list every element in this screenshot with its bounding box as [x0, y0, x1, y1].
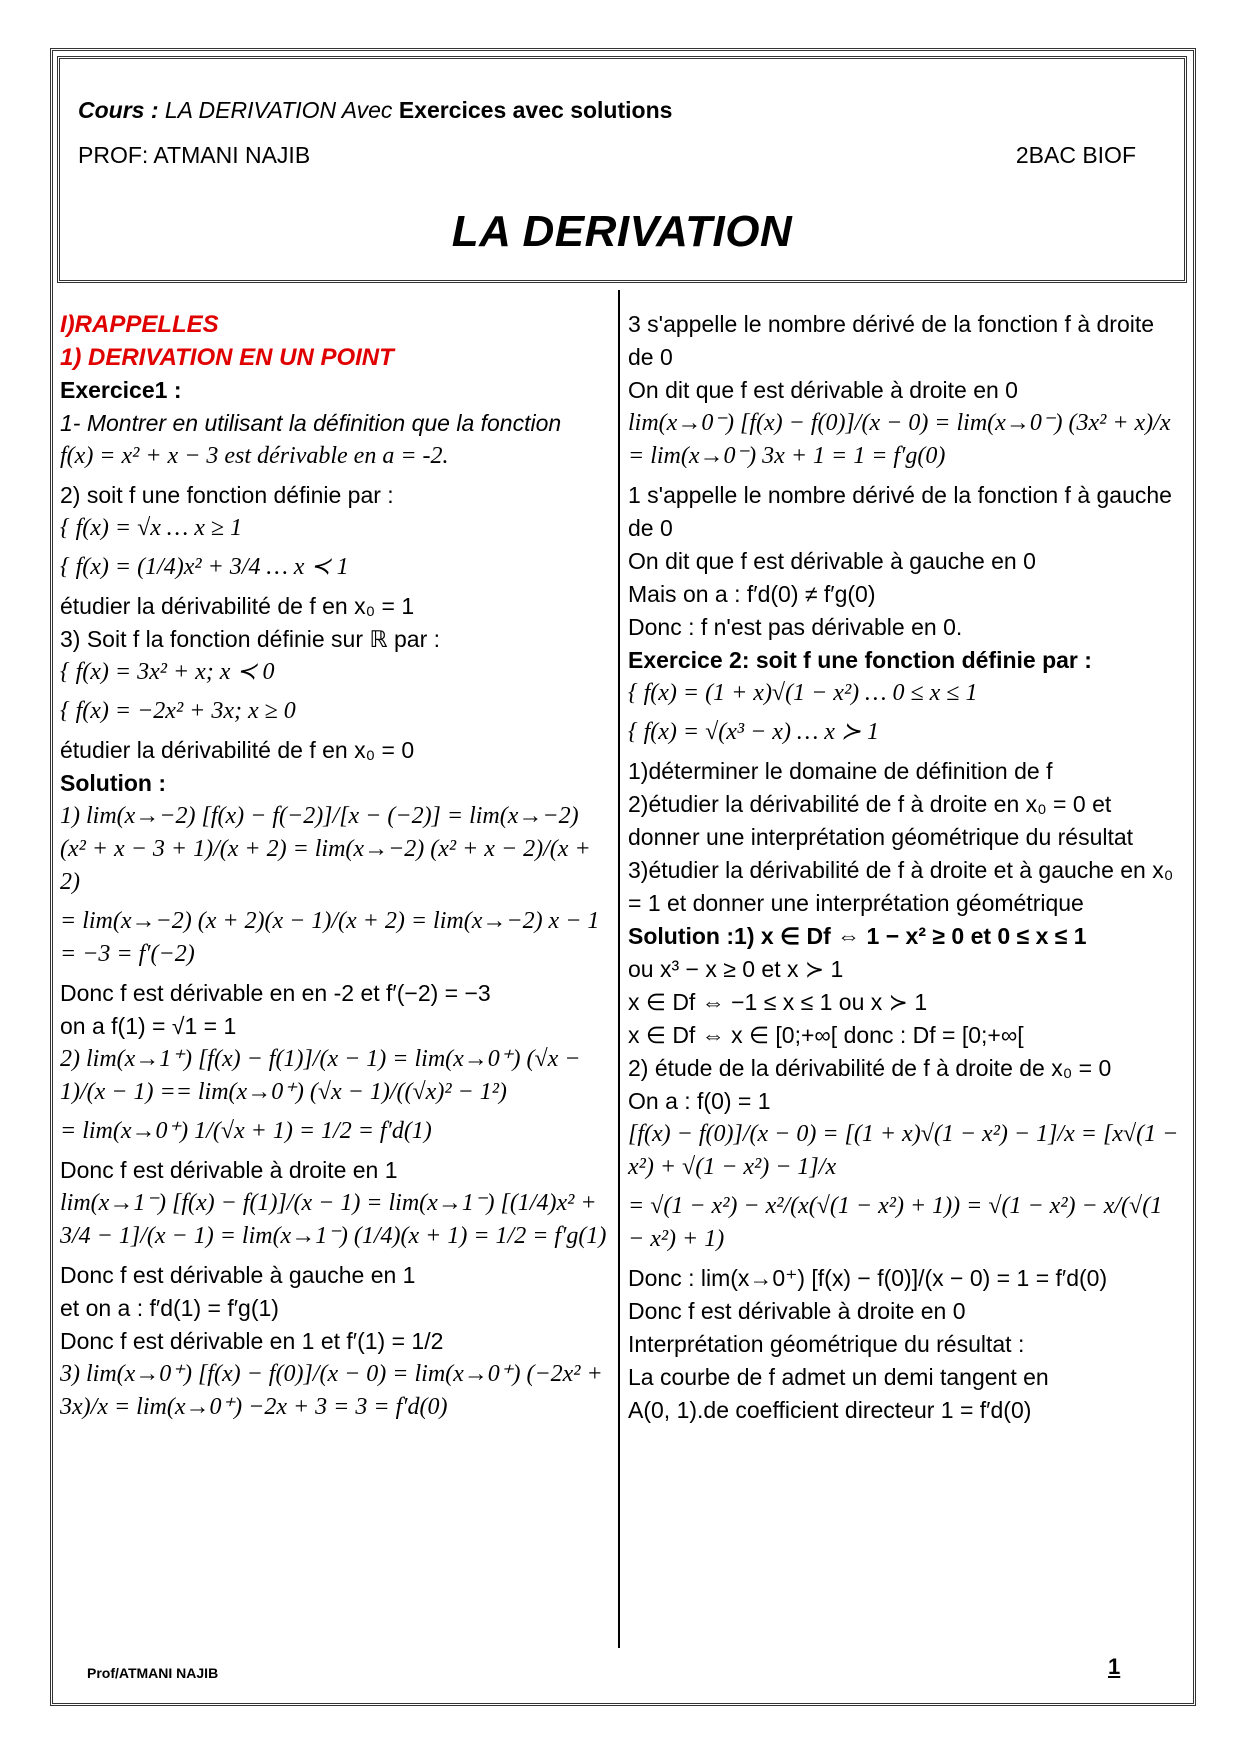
left-line: f(x) = x² + x − 3 est dérivable en a = -2.: [60, 443, 449, 469]
right-line: Donc : f n'est pas dérivable en 0.: [628, 614, 963, 640]
left-line: et on a : f′d(1) = f′g(1): [60, 1295, 279, 1321]
column-divider: [618, 290, 620, 1648]
left-line: { f(x) = −2x² + 3x; x ≥ 0: [60, 698, 296, 724]
left-line: 3) lim(x→0⁺) [f(x) − f(0)]/(x − 0) = lim(x→0⁺) (−2x² + 3x)/x = lim(x→0⁺) −2x + 3 = 3 = f′d(0): [60, 1361, 603, 1420]
left-line: lim(x→1⁻) [f(x) − f(1)]/(x − 1) = lim(x→1⁻) [(1/4)x² + 3/4 − 1]/(x − 1) = lim(x→1⁻) (1/4)(x + 1) = 1/2 = f′g(1): [60, 1190, 607, 1249]
right-line: A(0, 1).de coefficient directeur 1 = f′d(0): [628, 1397, 1032, 1423]
left-line: on a f(1) = √1 = 1: [60, 1013, 237, 1039]
right-line: 1)déterminer le domaine de définition de f: [628, 758, 1053, 784]
right-line: { f(x) = √(x³ − x) … x ≻ 1: [628, 719, 880, 745]
left-line: 1) lim(x→−2) [f(x) − f(−2)]/[x − (−2)] = lim(x→−2) (x² + x − 3 + 1)/(x + 2) = lim(x→−2) (x² + x − 2)/(x + 2): [60, 803, 591, 895]
right-line: lim(x→0⁻) [f(x) − f(0)]/(x − 0) = lim(x→0⁻) (3x² + x)/x = lim(x→0⁻) 3x + 1 = 1 = f′g(0): [628, 410, 1171, 469]
left-line: Donc f est dérivable à droite en 1: [60, 1157, 398, 1183]
left-column: [60, 308, 610, 1430]
right-line: Interprétation géométrique du résultat :: [628, 1331, 1025, 1357]
footer-author: Prof/ATMANI NAJIB: [87, 1665, 219, 1681]
course-title: LA DERIVATION Avec: [158, 97, 399, 123]
course-suffix: Exercices avec solutions: [398, 97, 673, 123]
page-title: LA DERIVATION: [451, 207, 793, 256]
right-line: On dit que f est dérivable à gauche en 0: [628, 548, 1036, 574]
prof-name: PROF: ATMANI NAJIB: [78, 142, 311, 168]
left-line: = lim(x→0⁺) 1/(√x + 1) = 1/2 = f′d(1): [60, 1118, 432, 1144]
right-line: = √(1 − x²) − x²/(x(√(1 − x²) + 1)) = √(1 − x²) − x/(√(1 − x²) + 1): [628, 1193, 1163, 1252]
right-line: Donc : lim(x→0⁺) [f(x) − f(0)]/(x − 0) = 1 = f′d(0): [628, 1265, 1108, 1291]
left-line: Donc f est dérivable à gauche en 1: [60, 1262, 416, 1288]
right-line: On a : f(0) = 1: [628, 1088, 771, 1114]
right-line: Donc f est dérivable à droite en 0: [628, 1298, 966, 1324]
left-line: 3) Soit f la fonction définie sur ℝ par :: [60, 626, 441, 652]
right-line: 2)étudier la dérivabilité de f à droite en x₀ = 0 et donner une interprétation géométrique du résultat: [628, 791, 1134, 850]
course-line: [78, 97, 672, 124]
left-line: { f(x) = √x … x ≥ 1: [60, 515, 243, 541]
left-line: 1) DERIVATION EN UN POINT: [60, 344, 394, 371]
right-line: [f(x) − f(0)]/(x − 0) = [(1 + x)√(1 − x²) − 1]/x = [x√(1 − x²) + √(1 − x²) − 1]/x: [628, 1121, 1179, 1180]
left-line: 2) lim(x→1⁺) [f(x) − f(1)]/(x − 1) = lim(x→0⁺) (√x − 1)/(x − 1) == lim(x→0⁺) (√x − 1)/((√x)² − 1²): [60, 1046, 581, 1105]
left-line: { f(x) = 3x² + x; x ≺ 0: [60, 659, 275, 685]
left-line: Donc f est dérivable en 1 et f′(1) = 1/2: [60, 1328, 444, 1354]
left-line: étudier la dérivabilité de f en x₀ = 0: [60, 737, 415, 763]
right-line: x ∈ Df ⇔ x ∈ [0;+∞[ donc : Df = [0;+∞[: [628, 1022, 1024, 1048]
right-line: Solution :1) x ∈ Df ⇔ 1 − x² ≥ 0 et 0 ≤ x ≤ 1: [628, 923, 1087, 949]
left-line: Donc f est dérivable en en -2 et f′(−2) = −3: [60, 980, 491, 1006]
right-line: La courbe de f admet un demi tangent en: [628, 1364, 1049, 1390]
right-line: Exercice 2: soit f une fonction définie par :: [628, 647, 1092, 673]
course-label: Cours :: [78, 97, 159, 123]
right-line: 1 s'appelle le nombre dérivé de la fonction f à gauche de 0: [628, 482, 1172, 541]
right-line: x ∈ Df ⇔ −1 ≤ x ≤ 1 ou x ≻ 1: [628, 989, 928, 1015]
left-line: 1- Montrer en utilisant la définition que la fonction: [60, 410, 562, 436]
left-line: Solution :: [60, 770, 167, 796]
right-line: 2) étude de la dérivabilité de f à droite de x₀ = 0: [628, 1055, 1112, 1081]
right-line: { f(x) = (1 + x)√(1 − x²) … 0 ≤ x ≤ 1: [628, 680, 978, 706]
right-line: Mais on a : f′d(0) ≠ f′g(0): [628, 581, 876, 607]
header-box: [57, 56, 1187, 283]
right-line: 3 s'appelle le nombre dérivé de la fonction f à droite de 0: [628, 311, 1155, 370]
left-line: = lim(x→−2) (x + 2)(x − 1)/(x + 2) = lim(x→−2) x − 1 = −3 = f′(−2): [60, 908, 600, 967]
left-line: I)RAPPELLES: [60, 311, 219, 338]
page-number: 1: [1108, 1654, 1121, 1679]
right-line: 3)étudier la dérivabilité de f à droite et à gauche en x₀ = 1 et donner une interprétation géométrique: [628, 857, 1174, 916]
right-line: ou x³ − x ≥ 0 et x ≻ 1: [628, 956, 844, 982]
left-line: 2) soit f une fonction définie par :: [60, 482, 394, 508]
right-line: On dit que f est dérivable à droite en 0: [628, 377, 1018, 403]
left-line: étudier la dérivabilité de f en x₀ = 1: [60, 593, 415, 619]
left-line: { f(x) = (1/4)x² + 3/4 … x ≺ 1: [60, 554, 349, 580]
level: 2BAC BIOF: [1015, 142, 1136, 168]
right-column: [628, 308, 1184, 1427]
left-line: Exercice1 :: [60, 377, 182, 403]
